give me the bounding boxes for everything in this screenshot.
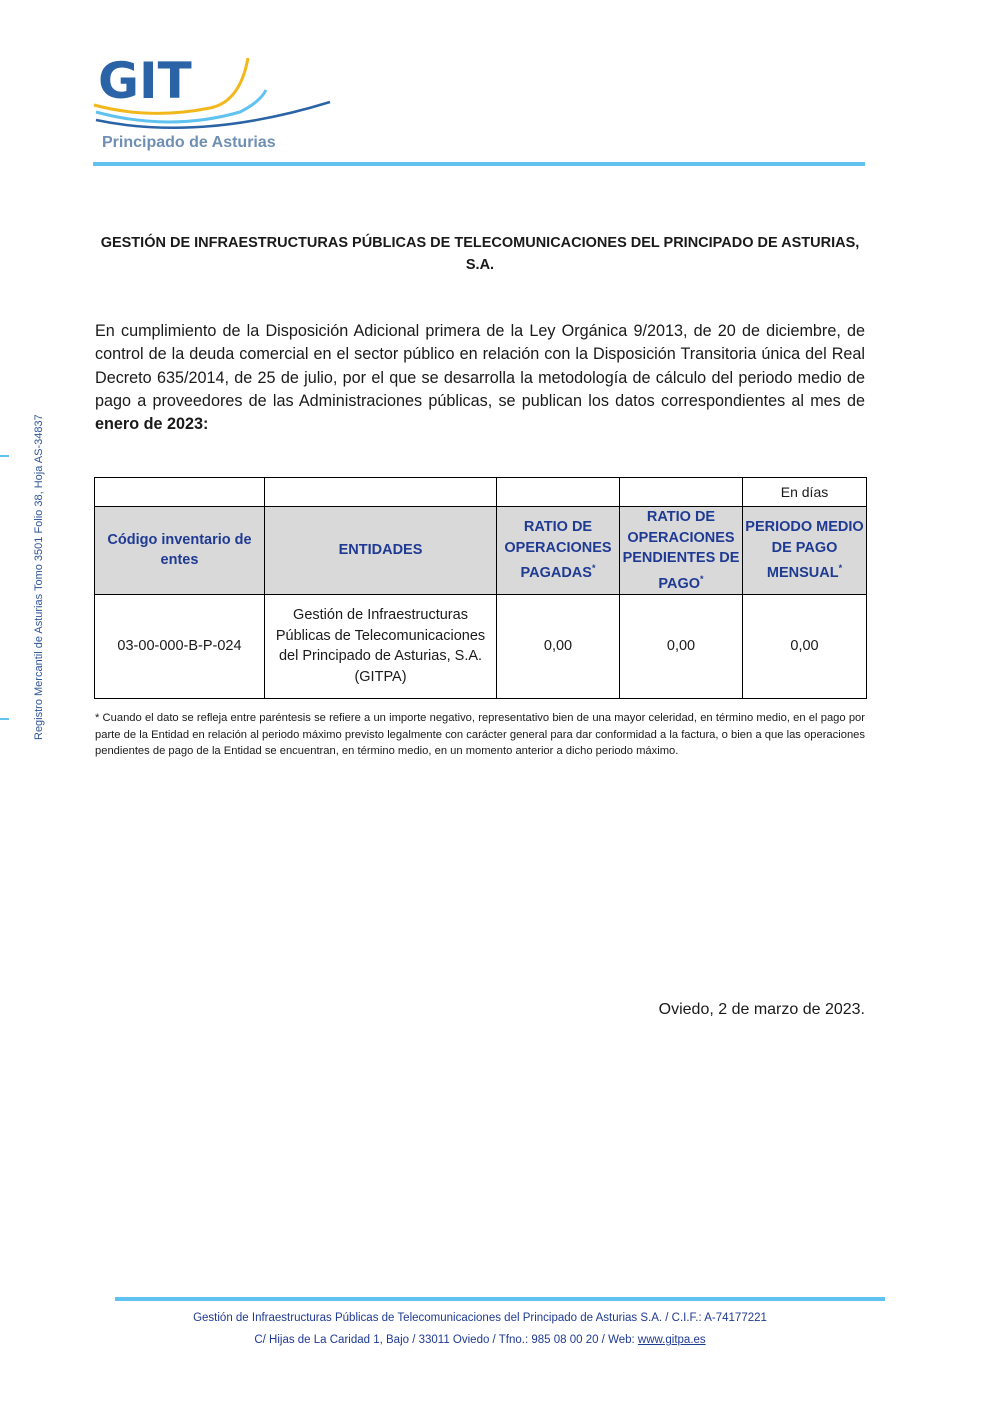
place-date: Oviedo, 2 de marzo de 2023.: [658, 1001, 865, 1018]
header-pmp-label: PERIODO MEDIO DE PAGO MENSUAL: [745, 519, 864, 582]
footer-divider: [115, 1297, 885, 1301]
header-paid: [497, 507, 620, 595]
header-entity: ENTIDADES: [265, 507, 497, 595]
registry-side-note: Registro Mercantil de Asturias Tomo 3501 Folio 38, Hoja AS-34837: [33, 414, 45, 740]
cell-code: 03-00-000-B-P-024: [95, 594, 265, 698]
empty-cell: [95, 478, 265, 507]
header-paid-mark: *: [591, 563, 596, 574]
header-row: [95, 507, 867, 595]
unit-label: En días: [743, 478, 867, 507]
table-row: [95, 594, 867, 698]
header-pending-label: RATIO DE OPERACIONES PENDIENTES DE PAGO: [622, 509, 740, 592]
empty-cell: [620, 478, 743, 507]
header-paid-label: RATIO DE OPERACIONES PAGADAS: [504, 519, 612, 582]
header-divider: [93, 162, 865, 166]
header-pmp: [743, 507, 867, 595]
empty-cell: [265, 478, 497, 507]
header-pmp-mark: *: [838, 563, 843, 574]
cell-pending: 0,00: [620, 594, 743, 698]
logo-subtitle: Principado de Asturias: [102, 134, 276, 151]
header-pending: [620, 507, 743, 595]
logo-wordmark: GIT: [98, 52, 192, 110]
side-tick-top: [0, 455, 9, 457]
cell-entity: Gestión de Infraestructuras Públicas de Telecomunicaciones del Principado de Asturias, S.A. (GITPA): [265, 594, 497, 698]
footer-company-line: Gestión de Infraestructuras Públicas de Telecomunicaciones del Principado de Asturias S.A. / C.I.F.: A-74177221: [193, 1312, 767, 1324]
cell-pmp: 0,00: [743, 594, 867, 698]
payment-ratios-table: [94, 477, 867, 699]
intro-paragraph: [95, 320, 865, 436]
git-logo-graphic: [90, 50, 340, 135]
footer-address: C/ Hijas de La Caridad 1, Bajo / 33011 Oviedo / Tfno.: 985 08 00 20 / Web:: [254, 1334, 638, 1346]
empty-cell: [497, 478, 620, 507]
header-code: Código inventario de entes: [95, 507, 265, 595]
side-tick-bottom: [0, 718, 9, 720]
intro-text: En cumplimiento de la Disposición Adicional primera de la Ley Orgánica 9/2013, de 20 de diciembre, de control de la deuda comercial en el sector público en relación con la Disposición Transitoria única del Real Decreto 635/2014, de 25 de julio, por el que se desarrolla la metodología de cálculo del periodo medio de pago a proveedores de las Administraciones públicas, se publican los datos correspondientes al mes de: [95, 322, 865, 410]
header-pending-mark: *: [700, 573, 704, 584]
document-title: GESTIÓN DE INFRAESTRUCTURAS PÚBLICAS DE TELECOMUNICACIONES DEL PRINCIPADO DE ASTURIAS, S.A.: [100, 235, 860, 273]
footnote: * Cuando el dato se refleja entre paréntesis se refiere a un importe negativo, representativo bien de una mayor celeridad, en término medio, en el pago por parte de la Entidad en relación al periodo máximo previsto legalmente con carácter general para dar conformidad a la factura, o bien a que las operaciones pendientes de pago de la Entidad se encuentran, en término medio, en un momento anterior a dicho periodo máximo.: [95, 712, 865, 757]
website-link[interactable]: www.gitpa.es: [637, 1334, 706, 1346]
footer-address-line: [110, 1334, 850, 1346]
unit-row: [95, 478, 867, 507]
intro-period: enero de 2023:: [95, 415, 209, 434]
cell-paid: 0,00: [497, 594, 620, 698]
company-logo: [90, 50, 340, 160]
